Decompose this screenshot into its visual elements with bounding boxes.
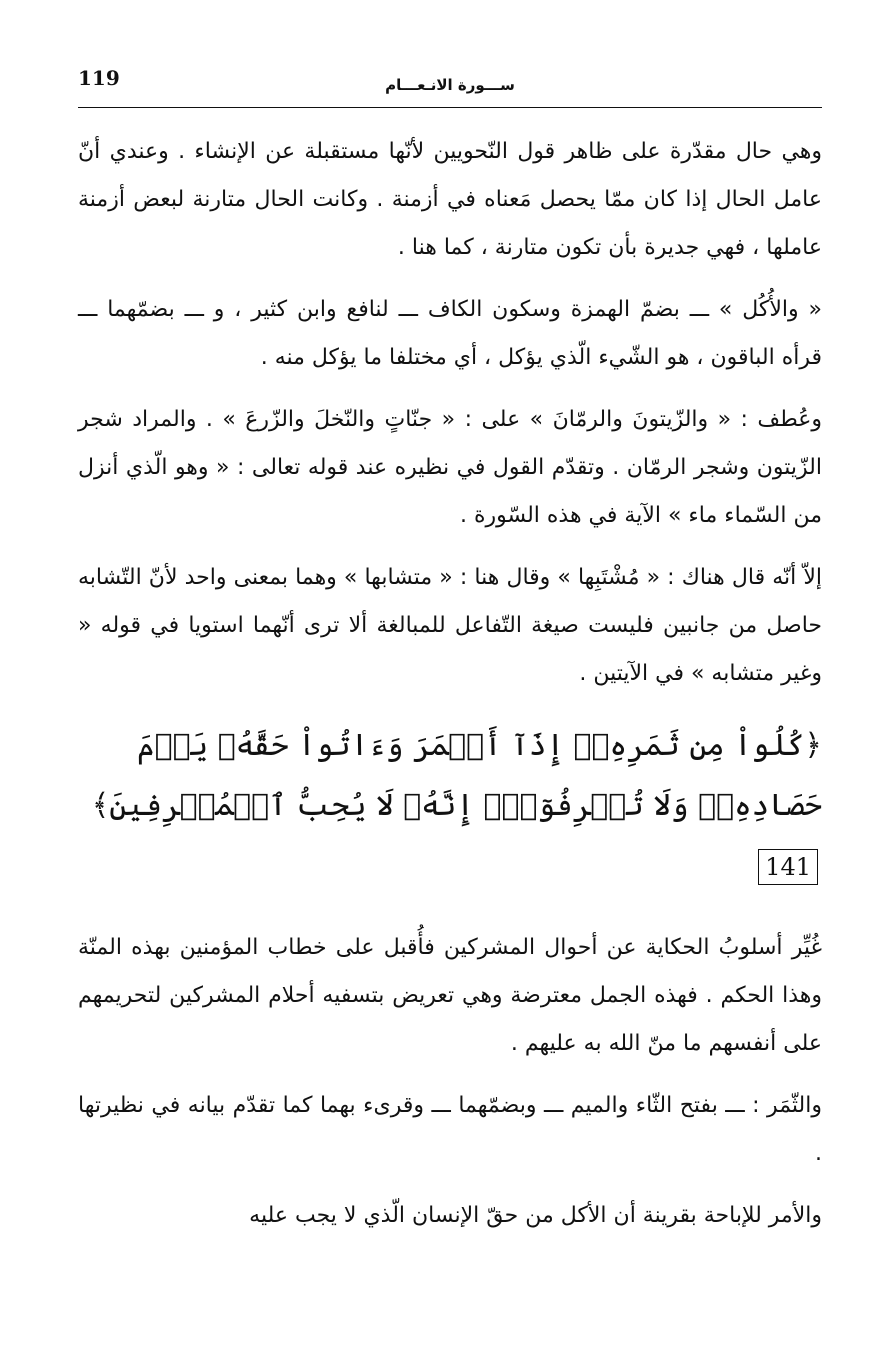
page-content [78,128,822,1254]
paragraph-3: وعُطف : « والزّيتونَ والرمّانَ » على : « جنّاتٍ والنّخلَ والزّرعَ » . والمراد شجر الزّيتون وشجر الرمّان . وتقدّم القول في نظيره عند قوله تعالى : « وهو الّذي أنزل من السّماء ماء » الآية في هذه السّورة . [78,407,822,528]
paragraph-4: إلاّ أنّه قال هناك : « مُشْتَبِها » وقال هنا : « متشابها » وهما بمعنى واحد لأنّ التّشابه حاصل من جانبين فليست صيغة التّفاعل للمبالغة ألا ترى أنّهما استويا في قوله « وغير متشابه » في الآيتين . [78,565,822,686]
verse-text: ﴿كُلُواْ مِن ثَمَرِهِۦٓ إِذَآ أَثۡمَرَ وَءَاتُواْ حَقَّهُۥ يَوۡمَ حَصَادِهِۦۖ وَلَا تُسۡرِفُوٓاْۚ إِنَّهُۥ لَا يُحِبُّ ٱلۡمُسۡرِفِينَ﴾ [91,728,822,823]
paragraph-1: وهي حال مقدّرة على ظاهر قول النّحويين لأنّها مستقبلة عن الإنشاء . وعندي أنّ عامل الحال إذا كان ممّا يحصل مَعناه في أزمنة . وكانت الحال متارنة لبعض أزمنة عاملها ، فهي جديرة بأن تكون متارنة ، كما هنا . [78,139,822,260]
paragraph-6: والثّمَر : ـــ بفتح الثّاء والميم ـــ وبضمّهما ـــ وقرىء بهما كما تقدّم بيانه في نظيرتها . [78,1093,822,1166]
page-number: 119 [78,66,120,90]
paragraph-2: « والأُكُل » ـــ بضمّ الهمزة وسكون الكاف ـــ لنافع وابن كثير ، و ـــ بضمّهما ـــ قرأه الباقون ، هو الشّيء الّذي يؤكل ، أي مختلفا ما يؤكل منه . [78,297,822,370]
paragraph-7: والأمر للإباحة بقرينة أن الأكل من حقّ الإنسان الّذي لا يجب عليه [249,1203,822,1228]
paragraph-5: غُيِّر أسلوبُ الحكاية عن أحوال المشركين فأُقبل على خطاب المؤمنين بهذه المنّة وهذا الحكم . فهذه الجمل معترضة وهي تعريض بتسفيه أحلام المشركين لتحريمهم على أنفسهم ما منّ الله به عليهم . [78,935,822,1056]
verse-number: 141 [758,849,818,885]
quran-verse [78,716,822,896]
header-rule [78,107,822,108]
page-header [78,62,822,108]
running-title: ســـورة الانـعـــام [385,76,515,94]
